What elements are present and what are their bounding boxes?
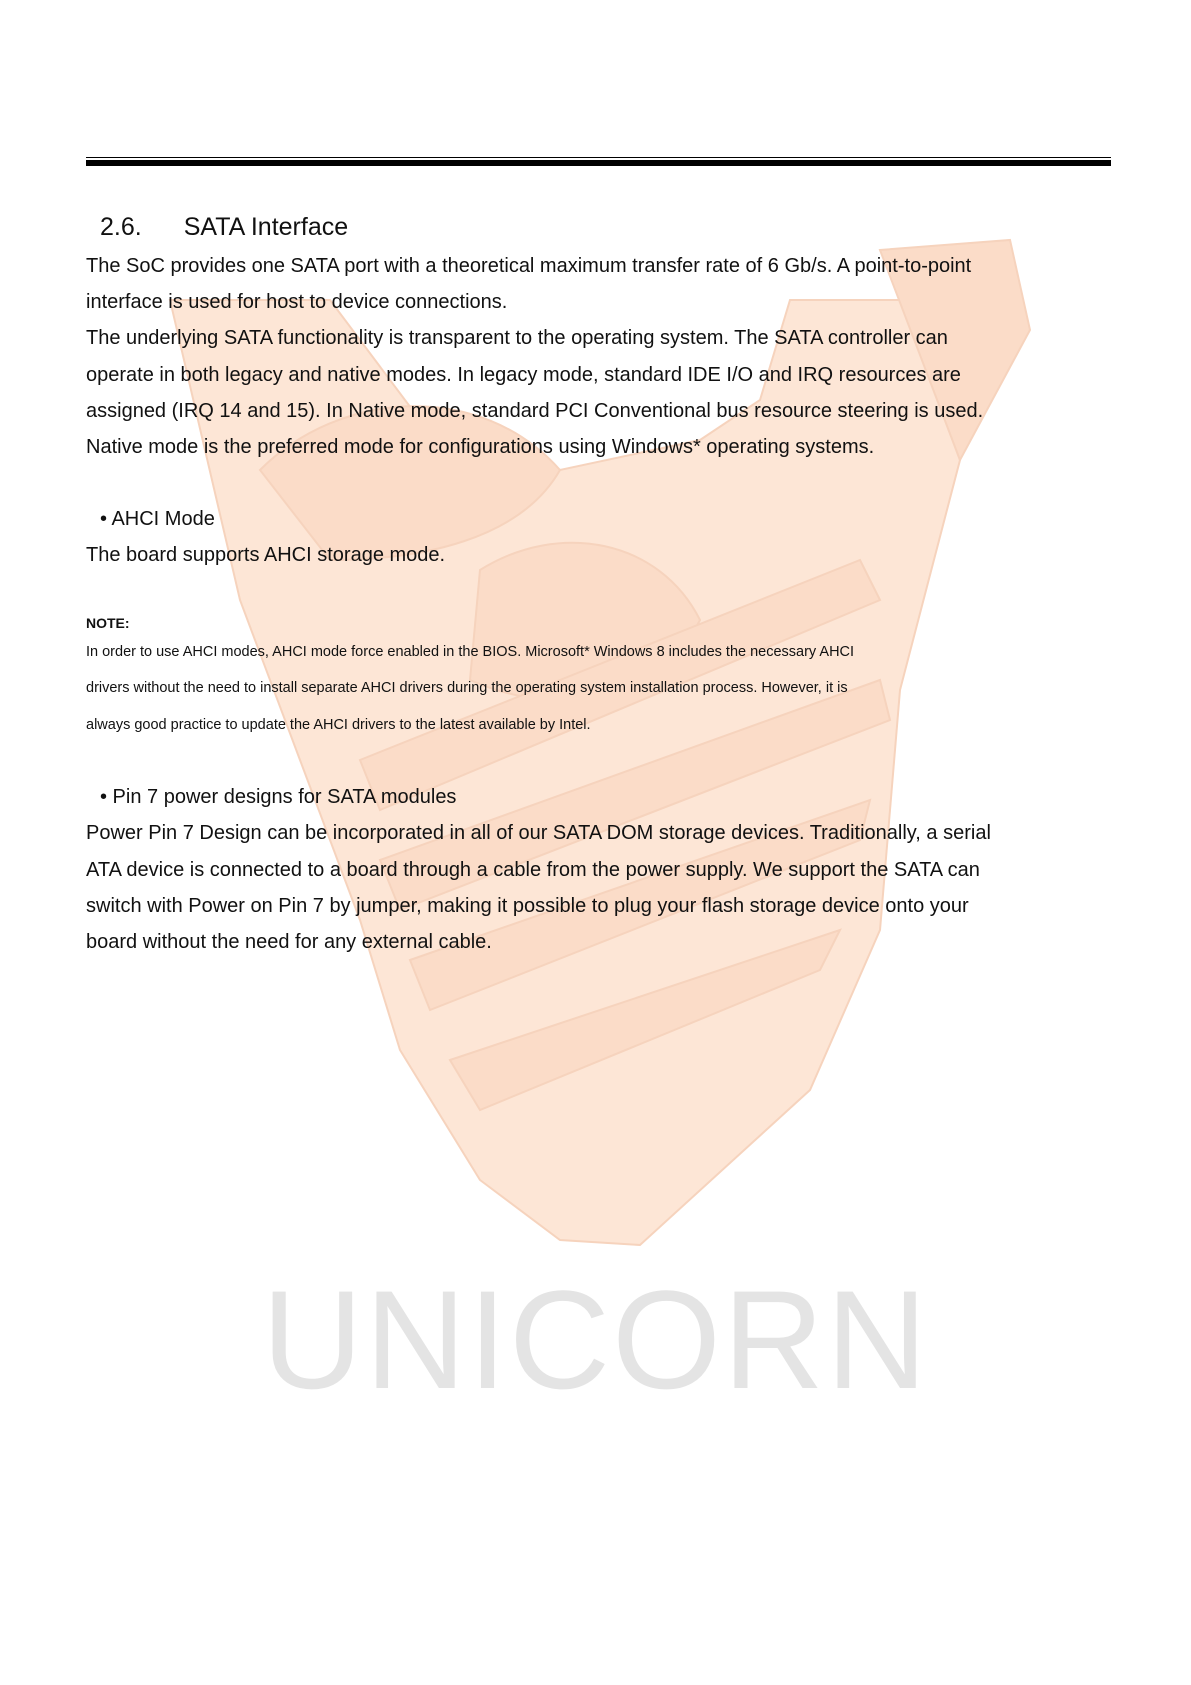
pin7-line: Power Pin 7 Design can be incorporated in all of our SATA DOM storage devices. Traditionally, a serial xyxy=(86,822,991,845)
note-line: In order to use AHCI modes, AHCI mode force enabled in the BIOS. Microsoft* Windows 8 includes the necessary AHCI xyxy=(86,643,855,660)
ahci-text: The board supports AHCI storage mode. xyxy=(86,544,446,567)
header-rule-thick xyxy=(86,160,1111,166)
header-rule-thin xyxy=(86,157,1111,158)
intro-line: The underlying SATA functionality is transparent to the operating system. The SATA controller can xyxy=(86,327,948,350)
intro-line: The SoC provides one SATA port with a theoretical maximum transfer rate of 6 Gb/s. A point-to-point xyxy=(86,255,972,277)
pin7-line: ATA device is connected to a board through a cable from the power supply. We support the SATA can xyxy=(86,858,980,881)
pin7-line: switch with Power on Pin 7 by jumper, making it possible to plug your flash storage device onto your xyxy=(86,894,969,917)
section-heading xyxy=(100,210,1116,244)
ahci-bullet: • AHCI Mode xyxy=(100,508,215,531)
pin7-bullet: • Pin 7 power designs for SATA modules xyxy=(100,786,457,809)
note-line: drivers without the need to install separate AHCI drivers during the operating system installation process. However, it is xyxy=(86,680,848,697)
section-title: SATA Interface xyxy=(183,213,349,241)
intro-line: assigned (IRQ 14 and 15). In Native mode, standard PCI Conventional bus resource steering is used. xyxy=(86,399,984,422)
intro-line: Native mode is the preferred mode for configurations using Windows* operating systems. xyxy=(86,436,875,459)
watermark-text: UNICORN xyxy=(261,1261,930,1418)
page-content xyxy=(86,210,1116,960)
pin7-line: board without the need for any external cable. xyxy=(86,930,492,953)
intro-line: operate in both legacy and native modes. In legacy mode, standard IDE I/O and IRQ resources are xyxy=(86,363,961,386)
note-title: NOTE: xyxy=(86,614,130,631)
intro-line: interface is used for host to device connections. xyxy=(86,291,508,314)
note-line: always good practice to update the AHCI drivers to the latest available by Intel. xyxy=(86,716,591,733)
section-number: 2.6. xyxy=(100,213,142,241)
